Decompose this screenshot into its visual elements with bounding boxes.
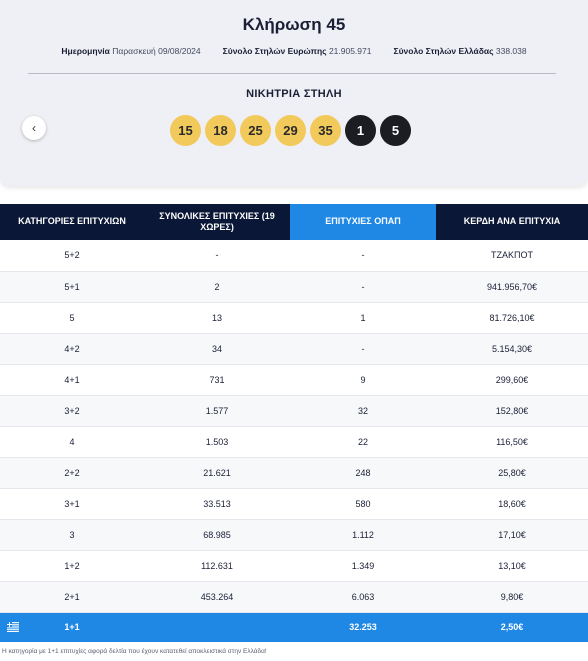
table-row xyxy=(0,519,588,550)
cell-total-winners: 2 xyxy=(144,271,290,302)
cell-category-label: 1+1 xyxy=(64,622,80,633)
cell-category: 4+2 xyxy=(0,333,144,364)
main-number-ball: 25 xyxy=(240,115,271,146)
cell-total-winners: 1.577 xyxy=(144,395,290,426)
cell-category: 2+1 xyxy=(0,581,144,612)
cell-opap-winners: 1.349 xyxy=(290,550,436,581)
europe-columns-label: Σύνολο Στηλών Ευρώπης xyxy=(222,46,327,56)
cell-total-winners: 1.503 xyxy=(144,426,290,457)
cell-opap-winners: 248 xyxy=(290,457,436,488)
cell-prize: 9,80€ xyxy=(436,581,588,612)
cell-opap-winners: 32.253 xyxy=(290,612,436,642)
table-row-greece-only xyxy=(0,612,588,642)
cell-total-winners: - xyxy=(144,240,290,271)
cell-opap-winners: - xyxy=(290,333,436,364)
cell-opap-winners: 32 xyxy=(290,395,436,426)
cell-opap-winners: 580 xyxy=(290,488,436,519)
cell-total-winners: 13 xyxy=(144,302,290,333)
table-row xyxy=(0,364,588,395)
footnote: Η κατηγορία με 1+1 επιτυχίες αφορά δελτία που έχουν κατατεθεί αποκλειστικά στην Ελλάδα! xyxy=(2,648,267,655)
cell-opap-winners: 9 xyxy=(290,364,436,395)
cell-total-winners: 112.631 xyxy=(144,550,290,581)
europe-columns-value: 21.905.971 xyxy=(328,46,372,56)
cell-opap-winners: 6.063 xyxy=(290,581,436,612)
euro-number-ball: 5 xyxy=(380,115,411,146)
table-row xyxy=(0,271,588,302)
cell-opap-winners: 22 xyxy=(290,426,436,457)
main-number-ball: 35 xyxy=(310,115,341,146)
europe-columns xyxy=(223,46,372,56)
divider xyxy=(28,73,556,74)
table-row xyxy=(0,302,588,333)
draw-title: Κλήρωση 45 xyxy=(242,15,346,34)
table-row xyxy=(0,457,588,488)
draw-date xyxy=(61,46,200,56)
winning-column-title: ΝΙΚΗΤΡΙΑ ΣΤΗΛΗ xyxy=(246,88,342,100)
greece-columns xyxy=(393,46,526,56)
cell-category xyxy=(0,612,144,642)
draw-date-label: Ημερομηνία xyxy=(61,46,110,56)
cell-opap-winners: 1.112 xyxy=(290,519,436,550)
greece-columns-label: Σύνολο Στηλών Ελλάδας xyxy=(393,46,494,56)
header-category: ΚΑΤΗΓΟΡΙΕΣ ΕΠΙΤΥΧΙΩΝ xyxy=(0,204,144,240)
cell-category: 5+2 xyxy=(0,240,144,271)
cell-category: 2+2 xyxy=(0,457,144,488)
cell-category: 1+2 xyxy=(0,550,144,581)
cell-category: 4 xyxy=(0,426,144,457)
cell-opap-winners: 1 xyxy=(290,302,436,333)
cell-category: 3+2 xyxy=(0,395,144,426)
cell-prize: ΤΖΑΚΠΟΤ xyxy=(436,240,588,271)
cell-total-winners: 34 xyxy=(144,333,290,364)
cell-prize: 941.956,70€ xyxy=(436,271,588,302)
cell-prize: 152,80€ xyxy=(436,395,588,426)
cell-prize: 116,50€ xyxy=(436,426,588,457)
table-row xyxy=(0,333,588,364)
cell-total-winners xyxy=(144,612,290,642)
cell-prize: 81.726,10€ xyxy=(436,302,588,333)
main-number-ball: 15 xyxy=(170,115,201,146)
cell-total-winners: 731 xyxy=(144,364,290,395)
main-number-ball: 29 xyxy=(275,115,306,146)
cell-category: 4+1 xyxy=(0,364,144,395)
cell-prize: 25,80€ xyxy=(436,457,588,488)
header-opap-winners: ΕΠΙΤΥΧΙΕΣ ΟΠΑΠ xyxy=(290,204,436,240)
cell-prize: 17,10€ xyxy=(436,519,588,550)
cell-prize: 13,10€ xyxy=(436,550,588,581)
table-header-row xyxy=(0,204,588,240)
cell-total-winners: 453.264 xyxy=(144,581,290,612)
cell-prize: 5.154,30€ xyxy=(436,333,588,364)
table-row xyxy=(0,488,588,519)
winning-numbers xyxy=(170,115,411,146)
table-row xyxy=(0,581,588,612)
cell-category: 3 xyxy=(0,519,144,550)
header-total-winners: ΣΥΝΟΛΙΚΕΣ ΕΠΙΤΥΧΙΕΣ (19 ΧΩΡΕΣ) xyxy=(144,204,290,240)
cell-category: 5+1 xyxy=(0,271,144,302)
euro-number-ball: 1 xyxy=(345,115,376,146)
main-number-ball: 18 xyxy=(205,115,236,146)
table-row xyxy=(0,426,588,457)
draw-date-value: Παρασκευή 09/08/2024 xyxy=(112,46,201,56)
greece-columns-value: 338.038 xyxy=(495,46,527,56)
cell-category: 5 xyxy=(0,302,144,333)
header-prize: ΚΕΡΔΗ ΑΝΑ ΕΠΙΤΥΧΙΑ xyxy=(436,204,588,240)
greek-flag-icon xyxy=(7,622,19,632)
cell-opap-winners: - xyxy=(290,240,436,271)
cell-prize: 18,60€ xyxy=(436,488,588,519)
table-row xyxy=(0,240,588,271)
cell-opap-winners: - xyxy=(290,271,436,302)
table-row xyxy=(0,395,588,426)
chevron-left-icon: ‹ xyxy=(32,121,36,135)
cell-total-winners: 68.985 xyxy=(144,519,290,550)
cell-category: 3+1 xyxy=(0,488,144,519)
cell-total-winners: 33.513 xyxy=(144,488,290,519)
cell-total-winners: 21.621 xyxy=(144,457,290,488)
cell-prize: 2,50€ xyxy=(436,612,588,642)
cell-prize: 299,60€ xyxy=(436,364,588,395)
draw-meta xyxy=(0,46,588,56)
winnings-table xyxy=(0,204,588,642)
draw-card xyxy=(0,0,588,186)
table-row xyxy=(0,550,588,581)
previous-draw-button[interactable] xyxy=(22,116,46,140)
